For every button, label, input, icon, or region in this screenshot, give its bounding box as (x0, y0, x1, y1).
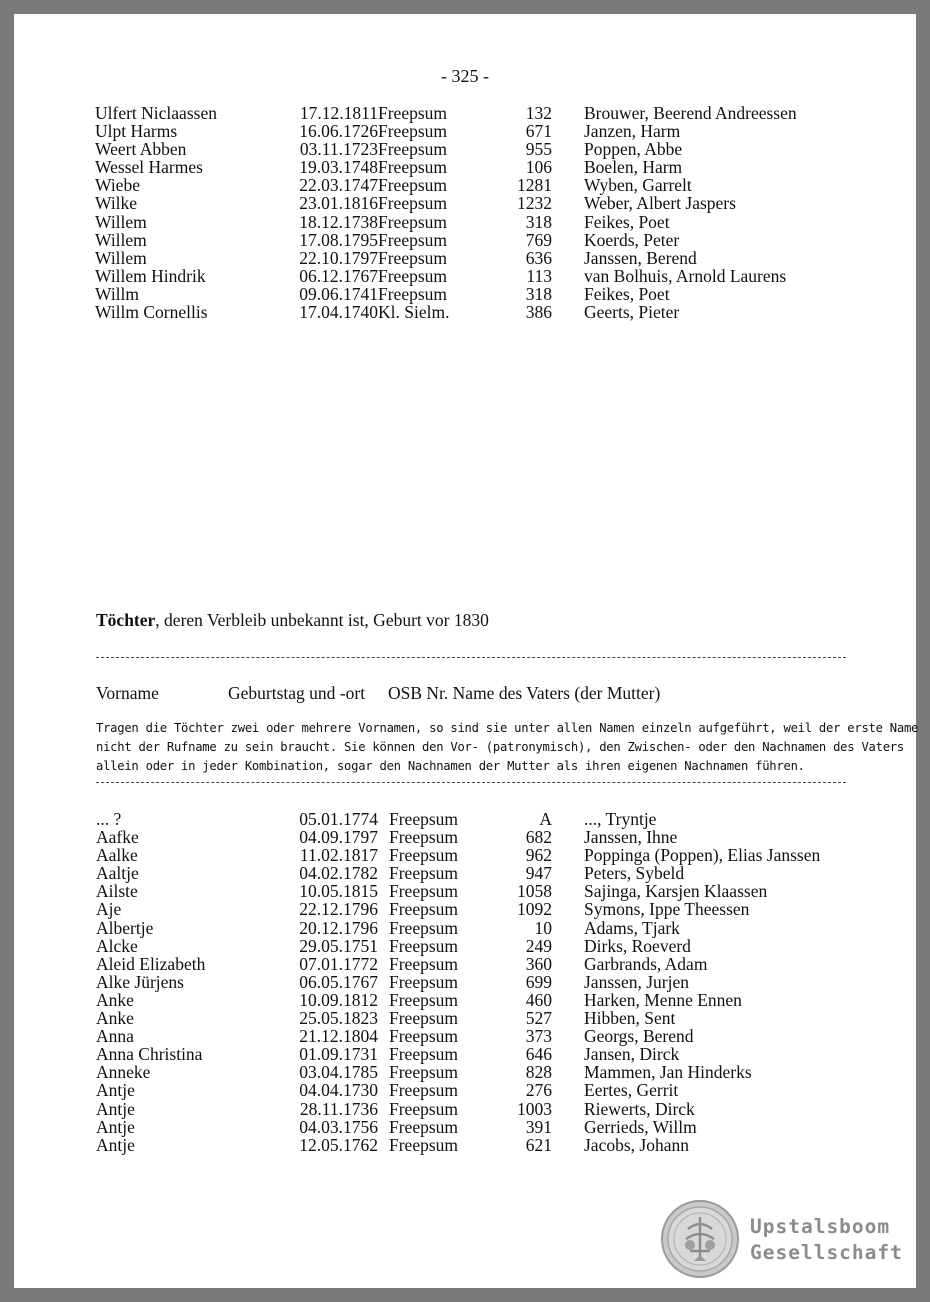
cell-parent: Janssen, Berend (584, 247, 697, 268)
cell-name: Willm (95, 283, 140, 304)
cell-date: 09.06.1741 (299, 283, 378, 304)
cell-place: Freepsum (378, 175, 448, 196)
cell-osb: 636 (525, 247, 552, 268)
cell-osb: 682 (525, 827, 552, 848)
table-row (14, 991, 916, 1009)
cell-osb: 1003 (517, 1098, 552, 1119)
cell-osb: 318 (525, 211, 552, 232)
cell-osb: 373 (525, 1026, 552, 1047)
cell-date: 11.02.1817 (299, 845, 378, 866)
cell-name: Albertje (96, 917, 154, 938)
header-vorname: Vorname (96, 683, 159, 703)
table-row (14, 249, 916, 267)
cell-name: Aaltje (96, 863, 139, 884)
watermark-text (750, 1214, 903, 1266)
cell-place: Freepsum (378, 265, 448, 286)
table-row (14, 231, 916, 249)
cell-place: Freepsum (378, 121, 448, 142)
cell-osb: 527 (525, 1008, 552, 1029)
table-row (14, 303, 916, 321)
table-row (14, 213, 916, 231)
cell-name: Wiebe (95, 175, 140, 196)
cell-date: 10.05.1815 (299, 881, 378, 902)
cell-date: 03.11.1723 (299, 139, 378, 160)
cell-place: Freepsum (389, 1044, 459, 1065)
cell-parent: Harken, Menne Ennen (584, 989, 742, 1010)
cell-osb: 1058 (517, 881, 552, 902)
cell-date: 04.04.1730 (299, 1080, 378, 1101)
cell-place: Freepsum (389, 809, 459, 829)
cell-name: Anneke (96, 1062, 151, 1083)
table-row (14, 267, 916, 285)
cell-place: Freepsum (389, 1116, 459, 1137)
table-row (14, 1118, 916, 1136)
cell-name: Anke (96, 1008, 134, 1029)
cell-place: Freepsum (378, 157, 448, 178)
cell-name: Antje (96, 1134, 135, 1155)
section-title-rest: , deren Verbleib unbekannt ist, Geburt vor 1830 (155, 610, 489, 630)
table-row (14, 140, 916, 158)
cell-osb: 947 (525, 863, 552, 884)
cell-place: Freepsum (378, 193, 448, 214)
table-row (14, 1063, 916, 1081)
table-row (14, 919, 916, 937)
cell-parent: Feikes, Poet (584, 283, 670, 304)
cell-place: Freepsum (378, 229, 448, 250)
cell-place: Freepsum (389, 1008, 459, 1029)
cell-parent: Gerrieds, Willm (584, 1116, 697, 1137)
cell-name: Willem (95, 229, 147, 250)
cell-place: Freepsum (378, 139, 448, 160)
cell-name: ... ? (96, 809, 122, 829)
cell-parent: Boelen, Harm (584, 157, 683, 178)
cell-osb: 621 (525, 1134, 552, 1155)
table-row (14, 955, 916, 973)
note-line: Tragen die Töchter zwei oder mehrere Vornamen, so sind sie unter allen Namen einzeln aufgeführt, weil der erste Name (96, 721, 919, 735)
cell-date: 17.04.1740 (299, 302, 378, 323)
table-row (14, 104, 916, 122)
cell-parent: van Bolhuis, Arnold Laurens (584, 265, 787, 286)
cell-osb: 386 (525, 302, 552, 323)
cell-name: Ailste (96, 881, 138, 902)
section-title-bold: Töchter (96, 610, 156, 630)
table-row (14, 882, 916, 900)
cell-parent: Jansen, Dirck (584, 1044, 680, 1065)
cell-parent: Poppen, Abbe (584, 139, 683, 160)
upstalsboom-seal-icon (660, 1199, 740, 1279)
cell-name: Aalke (96, 845, 138, 866)
cell-parent: Koerds, Peter (584, 229, 680, 250)
cell-place: Freepsum (389, 845, 459, 866)
sons-list (14, 104, 916, 321)
table-row (14, 973, 916, 991)
cell-place: Freepsum (389, 1080, 459, 1101)
cell-osb: 360 (525, 953, 552, 974)
table-row (14, 158, 916, 176)
cell-name: Anna Christina (96, 1044, 203, 1065)
cell-name: Ulfert Niclaassen (95, 103, 217, 123)
cell-name: Wessel Harmes (95, 157, 203, 178)
cell-osb: 460 (525, 989, 552, 1010)
cell-date: 16.06.1726 (299, 121, 378, 142)
cell-date: 29.05.1751 (299, 935, 378, 956)
cell-place: Freepsum (389, 989, 459, 1010)
cell-name: Ulpt Harms (95, 121, 178, 142)
table-row (14, 1100, 916, 1118)
cell-place: Freepsum (389, 1098, 459, 1119)
cell-parent: Mammen, Jan Hinderks (584, 1062, 752, 1083)
cell-place: Freepsum (378, 211, 448, 232)
page-number: - 325 - (441, 66, 489, 86)
cell-parent: Georgs, Berend (584, 1026, 694, 1047)
cell-date: 04.02.1782 (299, 863, 378, 884)
watermark-line-2: Gesellschaft (750, 1241, 903, 1264)
cell-name: Alke Jürjens (96, 971, 184, 992)
dashed-divider (96, 782, 846, 783)
cell-parent: Janssen, Ihne (584, 827, 678, 848)
cell-parent: Symons, Ippe Theessen (584, 899, 750, 920)
table-row (14, 937, 916, 955)
cell-date: 22.03.1747 (299, 175, 378, 196)
cell-name: Weert Abben (95, 139, 187, 160)
cell-place: Freepsum (378, 247, 448, 268)
explanatory-note (96, 719, 919, 776)
cell-name: Anke (96, 989, 134, 1010)
dashed-divider (96, 657, 846, 658)
table-row (14, 864, 916, 882)
cell-parent: Peters, Sybeld (584, 863, 685, 884)
cell-parent: Janssen, Jurjen (584, 971, 689, 992)
cell-place: Freepsum (378, 103, 448, 123)
cell-date: 22.10.1797 (299, 247, 378, 268)
cell-parent: Riewerts, Dirck (584, 1098, 695, 1119)
cell-parent: Feikes, Poet (584, 211, 670, 232)
cell-osb: 106 (525, 157, 552, 178)
cell-place: Freepsum (389, 935, 459, 956)
cell-osb: 769 (525, 229, 552, 250)
cell-place: Freepsum (389, 971, 459, 992)
cell-date: 20.12.1796 (299, 917, 378, 938)
table-row (14, 1136, 916, 1154)
cell-date: 12.05.1762 (299, 1134, 378, 1155)
table-row (14, 1045, 916, 1063)
cell-name: Aje (96, 899, 122, 920)
cell-date: 05.01.1774 (299, 809, 378, 829)
cell-osb: 391 (525, 1116, 552, 1137)
cell-place: Freepsum (389, 1134, 459, 1155)
watermark-line-1: Upstalsboom (750, 1215, 891, 1238)
table-row (14, 285, 916, 303)
cell-osb: 132 (525, 103, 552, 123)
cell-date: 17.12.1811 (299, 103, 378, 123)
note-line: nicht der Rufname zu sein braucht. Sie können den Vor- (patronymisch), den Zwischen- oder den Nachnamen des Vaters (96, 740, 904, 754)
table-row (14, 176, 916, 194)
cell-date: 03.04.1785 (299, 1062, 378, 1083)
cell-date: 22.12.1796 (299, 899, 378, 920)
note-line: allein oder in jeder Kombination, sogar den Nachnamen der Mutter als ihren eigenen Nachnamen führen. (96, 759, 805, 773)
cell-osb: 955 (525, 139, 552, 160)
cell-osb: 699 (525, 971, 552, 992)
cell-osb: 671 (525, 121, 552, 142)
cell-osb: 276 (525, 1080, 552, 1101)
cell-parent: Dirks, Roeverd (584, 935, 691, 956)
cell-date: 21.12.1804 (299, 1026, 378, 1047)
cell-name: Antje (96, 1080, 135, 1101)
cell-place: Freepsum (389, 953, 459, 974)
cell-name: Willem (95, 247, 147, 268)
cell-parent: Garbrands, Adam (584, 953, 708, 974)
table-row (14, 846, 916, 864)
cell-name: Wilke (95, 193, 138, 214)
cell-osb: 318 (525, 283, 552, 304)
cell-place: Freepsum (389, 1062, 459, 1083)
cell-place: Freepsum (389, 827, 459, 848)
cell-name: Aafke (96, 827, 139, 848)
cell-name: Antje (96, 1116, 135, 1137)
table-row (14, 828, 916, 846)
cell-parent: ..., Tryntje (584, 809, 657, 829)
cell-place: Freepsum (378, 283, 448, 304)
cell-osb: 646 (525, 1044, 552, 1065)
cell-date: 07.01.1772 (299, 953, 378, 974)
cell-name: Antje (96, 1098, 135, 1119)
cell-name: Anna (96, 1026, 134, 1047)
cell-parent: Brouwer, Beerend Andreessen (584, 103, 797, 123)
cell-date: 06.05.1767 (299, 971, 378, 992)
table-row (14, 194, 916, 212)
cell-osb: A (539, 809, 552, 829)
cell-date: 06.12.1767 (299, 265, 378, 286)
cell-date: 04.09.1797 (299, 827, 378, 848)
daughters-list (14, 810, 916, 1154)
document-page (14, 14, 919, 1288)
cell-place: Freepsum (389, 899, 459, 920)
cell-date: 17.08.1795 (299, 229, 378, 250)
cell-name: Willem Hindrik (95, 265, 206, 286)
header-osb-vater: OSB Nr. Name des Vaters (der Mutter) (388, 683, 661, 703)
table-row (14, 900, 916, 918)
cell-osb: 1281 (517, 175, 552, 196)
cell-osb: 962 (525, 845, 552, 866)
cell-osb: 1092 (517, 899, 552, 920)
section-title (96, 610, 489, 631)
cell-parent: Poppinga (Poppen), Elias Janssen (584, 845, 821, 866)
cell-parent: Sajinga, Karsjen Klaassen (584, 881, 768, 902)
cell-place: Freepsum (389, 1026, 459, 1047)
cell-place: Freepsum (389, 917, 459, 938)
header-geburt: Geburtstag und -ort (228, 683, 366, 703)
cell-name: Aleid Elizabeth (96, 953, 206, 974)
cell-parent: Geerts, Pieter (584, 302, 680, 323)
cell-osb: 249 (525, 935, 552, 956)
cell-parent: Janzen, Harm (584, 121, 681, 142)
table-row (14, 1027, 916, 1045)
table-row (14, 1081, 916, 1099)
cell-date: 19.03.1748 (299, 157, 378, 178)
table-row (14, 810, 916, 828)
cell-osb: 10 (534, 917, 552, 938)
cell-date: 23.01.1816 (299, 193, 378, 214)
cell-date: 04.03.1756 (299, 1116, 378, 1137)
cell-date: 25.05.1823 (299, 1008, 378, 1029)
cell-osb: 1232 (517, 193, 552, 214)
cell-parent: Hibben, Sent (584, 1008, 676, 1029)
cell-parent: Adams, Tjark (584, 917, 680, 938)
cell-osb: 828 (525, 1062, 552, 1083)
cell-date: 18.12.1738 (299, 211, 378, 232)
cell-osb: 113 (526, 265, 552, 286)
table-row (14, 122, 916, 140)
cell-place: Kl. Sielm. (378, 302, 450, 323)
cell-date: 10.09.1812 (299, 989, 378, 1010)
cell-parent: Wyben, Garrelt (584, 175, 692, 196)
cell-parent: Eertes, Gerrit (584, 1080, 679, 1101)
cell-date: 28.11.1736 (299, 1098, 378, 1119)
cell-parent: Jacobs, Johann (584, 1134, 689, 1155)
cell-place: Freepsum (389, 863, 459, 884)
cell-name: Willm Cornellis (95, 302, 208, 323)
cell-name: Alcke (96, 935, 138, 956)
cell-date: 01.09.1731 (299, 1044, 378, 1065)
cell-parent: Weber, Albert Jaspers (584, 193, 736, 214)
table-row (14, 1009, 916, 1027)
cell-name: Willem (95, 211, 147, 232)
cell-place: Freepsum (389, 881, 459, 902)
